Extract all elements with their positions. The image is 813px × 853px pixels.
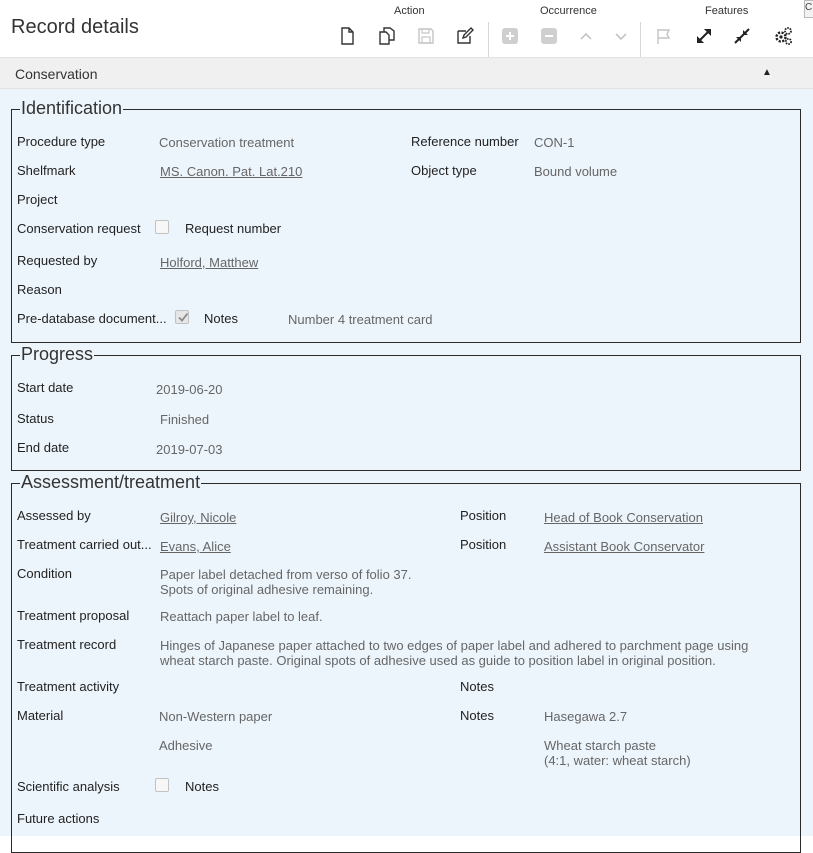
material-value-2: Adhesive (159, 738, 213, 753)
page-title: Record details (11, 16, 139, 38)
start-date-value: 2019-06-20 (156, 382, 223, 397)
save-button[interactable] (413, 23, 439, 49)
flag-button[interactable] (651, 23, 677, 49)
carried-position-link[interactable]: Assistant Book Conservator (544, 539, 705, 554)
edit-button[interactable] (452, 23, 478, 49)
material-note-1: Hasegawa 2.7 (544, 709, 628, 724)
future-actions-label: Future actions (17, 811, 100, 826)
conservation-request-checkbox[interactable] (155, 220, 169, 234)
material-note-2-line-2: (4:1, water: wheat starch) (544, 753, 691, 768)
settings-gears-icon (773, 26, 793, 46)
procedure-type-label: Procedure type (17, 134, 106, 149)
material-note-2-line-1: Wheat starch paste (544, 738, 656, 753)
material-value-1: Non-Western paper (159, 709, 273, 724)
features-group-label: Features (705, 5, 749, 17)
condition-line-2: Spots of original adhesive remaining. (160, 582, 374, 597)
checkmark-icon (177, 311, 189, 323)
chevron-up-icon (576, 26, 596, 46)
treatment-record-line-2: wheat starch paste. Original spots of adhesive used as guide to position label in original position. (160, 653, 716, 668)
requested-by-label: Requested by (17, 253, 98, 268)
start-date-label: Start date (17, 380, 74, 395)
treatment-proposal-label: Treatment proposal (17, 608, 130, 623)
occurrence-group-label: Occurrence (540, 5, 597, 17)
position-label: Position (460, 537, 507, 552)
predatabase-document-checkbox[interactable] (175, 310, 189, 324)
end-date-value: 2019-07-03 (156, 442, 223, 457)
condition-line-1: Paper label detached from verso of folio 37. (160, 567, 412, 582)
object-type-label: Object type (411, 163, 477, 178)
reference-number-label: Reference number (411, 134, 519, 149)
treatment-record-label: Treatment record (17, 637, 117, 652)
progress-fieldset (11, 355, 801, 471)
treatment-proposal-value: Reattach paper label to leaf. (160, 609, 323, 624)
identification-legend: Identification (21, 98, 123, 118)
procedure-type-value: Conservation treatment (159, 135, 295, 150)
treatment-activity-label: Treatment activity (17, 679, 120, 694)
assessed-by-label: Assessed by (17, 508, 91, 523)
new-record-button[interactable] (334, 23, 360, 49)
status-label: Status (17, 411, 54, 426)
copy-record-button[interactable] (374, 23, 400, 49)
remove-occurrence-button[interactable] (536, 23, 562, 49)
collapse-icon (732, 26, 752, 46)
new-document-icon (337, 26, 357, 46)
progress-legend: Progress (21, 344, 94, 364)
requested-by-link[interactable]: Holford, Matthew (160, 255, 259, 270)
flag-icon (654, 26, 674, 46)
material-label: Material (17, 708, 64, 723)
remove-occurrence-icon (539, 26, 559, 46)
object-type-value: Bound volume (534, 164, 618, 179)
save-icon (416, 26, 436, 46)
treatment-carried-out-label: Treatment carried out... (17, 537, 152, 552)
expand-button[interactable] (691, 23, 717, 49)
project-label: Project (17, 192, 58, 207)
assessment-legend: Assessment/treatment (21, 472, 201, 492)
assessed-position-link[interactable]: Head of Book Conservation (544, 510, 703, 525)
conservation-section-header[interactable] (0, 57, 813, 89)
activity-notes-label: Notes (460, 679, 494, 694)
settings-button[interactable] (770, 23, 796, 49)
carried-out-by-link[interactable]: Evans, Alice (160, 539, 231, 554)
move-up-button[interactable] (573, 23, 599, 49)
add-occurrence-button[interactable] (497, 23, 523, 49)
edit-icon (455, 26, 475, 46)
toolbar-divider (488, 22, 489, 58)
shelfmark-link[interactable]: MS. Canon. Pat. Lat.210 (160, 164, 303, 179)
action-group-label: Action (394, 5, 425, 17)
scientific-analysis-checkbox[interactable] (155, 778, 169, 792)
condition-label: Condition (17, 566, 72, 581)
move-down-button[interactable] (608, 23, 634, 49)
collapse-caret-icon[interactable]: ▲ (762, 67, 772, 78)
collapse-button[interactable] (729, 23, 755, 49)
conservation-request-label: Conservation request (17, 221, 141, 236)
material-notes-label: Notes (460, 708, 494, 723)
corner-tab[interactable]: C (804, 0, 813, 18)
add-occurrence-icon (500, 26, 520, 46)
notes-value: Number 4 treatment card (288, 312, 433, 327)
toolbar-divider (640, 22, 641, 58)
shelfmark-label: Shelfmark (17, 163, 76, 178)
assessed-by-link[interactable]: Gilroy, Nicole (160, 510, 237, 525)
request-number-label: Request number (185, 221, 282, 236)
scientific-analysis-label: Scientific analysis (17, 779, 120, 794)
section-title: Conservation (15, 66, 98, 82)
notes-label: Notes (204, 311, 238, 326)
status-value: Finished (160, 412, 210, 427)
treatment-record-line-1: Hinges of Japanese paper attached to two edges of paper label and adhered to parchment page using (160, 638, 749, 653)
reference-number-value: CON-1 (534, 135, 575, 150)
expand-icon (694, 26, 714, 46)
position-label: Position (460, 508, 507, 523)
end-date-label: End date (17, 440, 70, 455)
chevron-down-icon (611, 26, 631, 46)
reason-label: Reason (17, 282, 62, 297)
predatabase-document-label: Pre-database document... (17, 311, 167, 326)
scientific-notes-label: Notes (185, 779, 219, 794)
copy-document-icon (377, 26, 397, 46)
